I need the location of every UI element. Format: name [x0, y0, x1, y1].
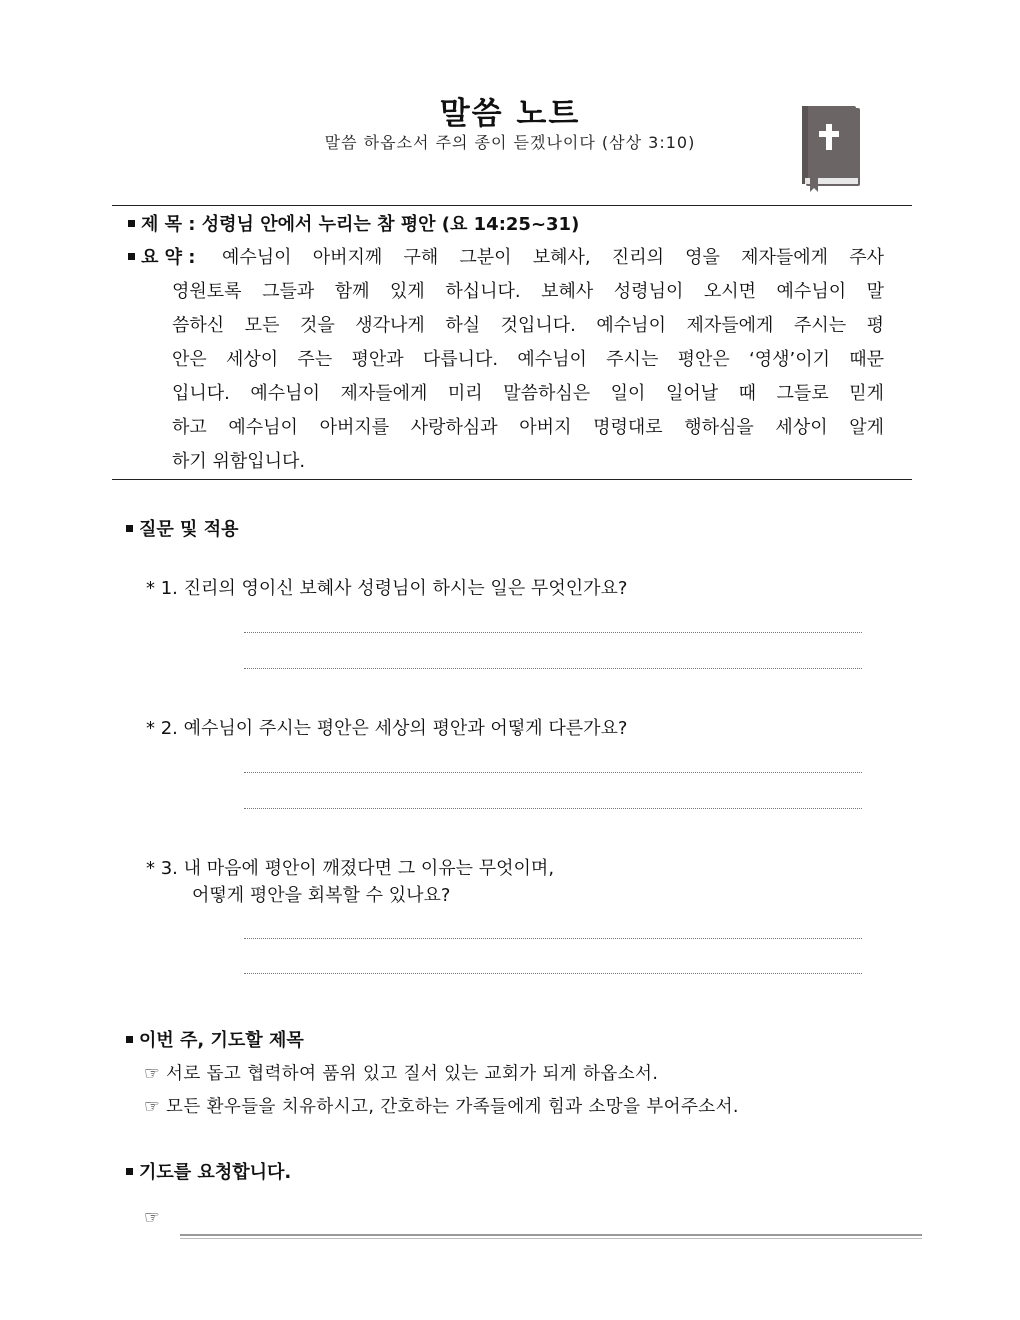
answer-line[interactable]	[244, 668, 862, 669]
answer-line[interactable]	[244, 973, 862, 974]
prayer-topics-heading	[126, 1026, 304, 1052]
summary-line: 씀하신 모든 것을 생각나게 하실 것입니다. 예수님이 제자들에게 주시는 평	[172, 315, 884, 336]
sermon-topic-text: 제 목 : 성령님 안에서 누리는 참 평안 (요 14:25~31)	[141, 214, 580, 235]
summary-line: 안은 세상이 주는 평안과 다릅니다. 예수님이 주시는 평안은 ‘영생’이기 때문	[172, 349, 885, 370]
answer-line[interactable]	[244, 808, 862, 809]
question-1: * 1. 진리의 영이신 보혜사 성령님이 하시는 일은 무엇인가요?	[146, 578, 628, 599]
prayer-request-input-line-shadow	[180, 1238, 922, 1239]
prayer-topic-item: ☞ 서로 돕고 협력하여 품위 있고 질서 있는 교회가 되게 하옵소서.	[144, 1064, 659, 1084]
question-3-continued: 어떻게 평안을 회복할 수 있나요?	[192, 885, 451, 906]
page-subtitle: 말씀 하옵소서 주의 종이 듣겠나이다 (삼상 3:10)	[324, 133, 696, 152]
questions-heading	[126, 515, 238, 541]
bullet-icon	[126, 525, 133, 532]
prayer-request-heading-text: 기도를 요청합니다.	[139, 1162, 292, 1183]
summary-line: 하고 예수님이 아버지를 사랑하심과 아버지 명령대로 행하심을 세상이 알게	[172, 417, 884, 438]
bible-icon	[800, 104, 866, 194]
summary-line: 예수님이 아버지께 구해 그분이 보혜사, 진리의 영을 제자들에게 주사	[222, 247, 884, 268]
prayer-topics-heading-text: 이번 주, 기도할 제목	[139, 1030, 304, 1051]
summary-line: 영원토록 그들과 함께 있게 하십니다. 보혜사 성령님이 오시면 예수님이 말	[172, 281, 884, 302]
bullet-icon	[126, 1168, 133, 1175]
prayer-request-input-line[interactable]	[180, 1234, 922, 1236]
prayer-request-heading	[126, 1158, 291, 1184]
question-2: * 2. 예수님이 주시는 평안은 세상의 평안과 어떻게 다른가요?	[146, 718, 628, 739]
answer-line[interactable]	[244, 938, 862, 939]
answer-line[interactable]	[244, 632, 862, 633]
summary-label-text: 요 약 :	[141, 247, 196, 268]
bullet-icon	[128, 220, 135, 227]
answer-line[interactable]	[244, 772, 862, 773]
questions-heading-text: 질문 및 적용	[139, 519, 239, 540]
bullet-icon	[126, 1036, 133, 1043]
bullet-icon	[128, 253, 135, 260]
summary-label	[128, 243, 196, 269]
question-3: * 3. 내 마음에 평안이 깨졌다면 그 이유는 무엇이며,	[146, 858, 555, 879]
bottom-divider	[112, 479, 912, 480]
sermon-topic	[128, 210, 579, 236]
prayer-topic-item: ☞ 모든 환우들을 치유하시고, 간호하는 가족들에게 힘과 소망을 부어주소서.	[144, 1097, 739, 1117]
hand-pointer-icon: ☞	[144, 1208, 161, 1228]
summary-line: 입니다. 예수님이 제자들에게 미리 말씀하심은 일이 일어날 때 그들로 믿게	[172, 383, 884, 404]
summary-line: 하기 위함입니다.	[172, 451, 306, 472]
top-divider	[112, 205, 912, 206]
page-title: 말씀 노트	[439, 96, 581, 132]
